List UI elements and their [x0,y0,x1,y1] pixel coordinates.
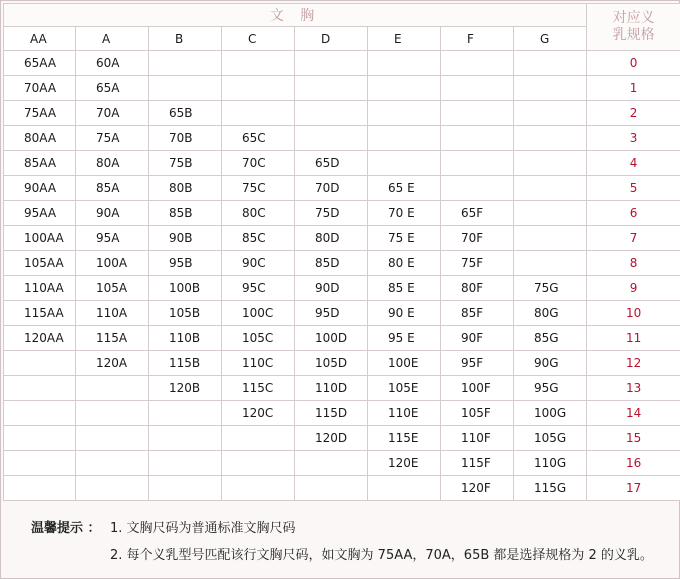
size-cell [368,51,441,76]
size-cell: 75AA [4,101,76,126]
size-cell: 75C [222,176,295,201]
size-cell: 85C [222,226,295,251]
size-cell [222,426,295,451]
size-cell [295,126,368,151]
size-cell: 95D [295,301,368,326]
table-row [4,201,680,226]
size-cell: 80F [441,276,514,301]
size-cell [514,76,587,101]
table-row [4,276,680,301]
tip-line-1: 1. 文胸尺码为普通标准文胸尺码 [110,521,296,536]
prosthesis-spec-header-text: 对应义乳规格 [612,10,655,43]
size-cell: 115C [222,376,295,401]
size-cell: 120C [222,401,295,426]
size-cell: 110G [514,451,587,476]
size-cell: 90C [222,251,295,276]
table-row [4,176,680,201]
spec-value-cell: 5 [587,176,680,201]
size-cell: 75 E [368,226,441,251]
tip-line-2: 2. 每个义乳型号匹配该行文胸尺码，如文胸为 75AA，70A，65B 都是选择规格为 2 的义乳。 [110,548,653,563]
size-cell [76,401,149,426]
table-row [4,301,680,326]
size-cell: 115B [149,351,222,376]
size-cell: 85B [149,201,222,226]
size-cell: 75A [76,126,149,151]
spec-value-cell: 3 [587,126,680,151]
size-cell [368,151,441,176]
size-cell [295,101,368,126]
table-row [4,451,680,476]
size-cell: 95AA [4,201,76,226]
size-cell: 85G [514,326,587,351]
size-cell [295,76,368,101]
size-cell: 100A [76,251,149,276]
size-cell: 110F [441,426,514,451]
size-cell: 110C [222,351,295,376]
spec-value-cell: 4 [587,151,680,176]
size-cell [514,101,587,126]
size-cell [514,176,587,201]
size-cell: 70B [149,126,222,151]
size-cell [441,151,514,176]
column-header-c: C [222,27,295,51]
size-cell: 70A [76,101,149,126]
spec-value-cell: 11 [587,326,680,351]
size-cell: 80G [514,301,587,326]
spec-value-cell: 0 [587,51,680,76]
spec-value-cell: 10 [587,301,680,326]
size-cell: 120AA [4,326,76,351]
size-cell: 120B [149,376,222,401]
column-header-g: G [514,27,587,51]
size-cell: 100B [149,276,222,301]
size-cell: 100D [295,326,368,351]
size-cell: 100F [441,376,514,401]
table-row [4,476,680,501]
size-cell [514,201,587,226]
bra-group-title: 文 胸 [4,4,587,27]
size-cell [4,451,76,476]
size-cell: 110E [368,401,441,426]
spec-value-cell: 12 [587,351,680,376]
size-cell [149,426,222,451]
size-cell [368,76,441,101]
size-cell [4,351,76,376]
size-cell: 120F [441,476,514,501]
size-chart-table [3,3,680,501]
spec-value-cell: 1 [587,76,680,101]
size-cell: 65D [295,151,368,176]
size-cell: 85D [295,251,368,276]
size-cell: 70D [295,176,368,201]
size-cell: 70C [222,151,295,176]
size-cell [441,176,514,201]
column-header-aa: AA [4,27,76,51]
size-cell: 115A [76,326,149,351]
size-cell [4,401,76,426]
column-header-e: E [368,27,441,51]
size-cell [149,76,222,101]
size-cell: 80A [76,151,149,176]
table-row [4,101,680,126]
size-cell [514,251,587,276]
size-cell: 70F [441,226,514,251]
tips-label: 温馨提示 ： [31,521,101,536]
size-cell: 105F [441,401,514,426]
table-row [4,226,680,251]
table-row [4,326,680,351]
size-cell [222,101,295,126]
size-cell: 120A [76,351,149,376]
size-cell [76,426,149,451]
size-cell: 90 E [368,301,441,326]
size-cell [514,151,587,176]
size-cell: 70AA [4,76,76,101]
size-cell: 110A [76,301,149,326]
size-cell [76,451,149,476]
prosthesis-spec-header [587,4,680,51]
size-cell [76,476,149,501]
size-rows [4,51,680,501]
column-header-b: B [149,27,222,51]
size-cell: 105C [222,326,295,351]
spec-value-cell: 16 [587,451,680,476]
size-cell: 115D [295,401,368,426]
size-cell [149,401,222,426]
size-cell: 105A [76,276,149,301]
size-cell: 120E [368,451,441,476]
size-cell: 115AA [4,301,76,326]
column-header-row [4,27,680,51]
size-cell: 95F [441,351,514,376]
size-cell: 85F [441,301,514,326]
size-cell [4,376,76,401]
size-cell [149,51,222,76]
size-cell [4,426,76,451]
size-cell [514,126,587,151]
size-cell: 105G [514,426,587,451]
size-cell: 105E [368,376,441,401]
size-cell: 115F [441,451,514,476]
column-header-f: F [441,27,514,51]
size-cell [222,51,295,76]
size-cell: 90A [76,201,149,226]
spec-value-cell: 8 [587,251,680,276]
spec-value-cell: 2 [587,101,680,126]
size-cell [514,51,587,76]
size-cell: 100E [368,351,441,376]
size-cell [76,376,149,401]
size-cell: 65F [441,201,514,226]
size-cell: 75G [514,276,587,301]
size-cell: 115E [368,426,441,451]
size-cell: 110D [295,376,368,401]
spec-value-cell: 13 [587,376,680,401]
spec-value-cell: 15 [587,426,680,451]
size-cell: 110AA [4,276,76,301]
size-cell [222,76,295,101]
size-cell: 85AA [4,151,76,176]
table-row [4,251,680,276]
size-cell: 70 E [368,201,441,226]
size-cell: 85A [76,176,149,201]
column-header-a: A [76,27,149,51]
table-row [4,126,680,151]
size-cell: 65A [76,76,149,101]
size-cell: 95 E [368,326,441,351]
table-row [4,376,680,401]
table-row [4,351,680,376]
size-cell [295,51,368,76]
size-cell: 90F [441,326,514,351]
size-cell: 65B [149,101,222,126]
size-cell: 95C [222,276,295,301]
table-row [4,76,680,101]
size-cell: 80C [222,201,295,226]
size-cell [295,476,368,501]
size-cell [149,451,222,476]
size-cell [441,126,514,151]
table-row [4,401,680,426]
spec-value-cell: 7 [587,226,680,251]
size-cell: 90B [149,226,222,251]
size-cell: 95B [149,251,222,276]
size-cell: 60A [76,51,149,76]
size-cell [441,76,514,101]
size-cell: 105D [295,351,368,376]
spec-value-cell: 17 [587,476,680,501]
size-cell: 120D [295,426,368,451]
size-cell [149,476,222,501]
spec-value-cell: 14 [587,401,680,426]
size-cell: 65C [222,126,295,151]
size-cell: 80 E [368,251,441,276]
size-cell: 110B [149,326,222,351]
size-cell [368,126,441,151]
size-cell: 65AA [4,51,76,76]
column-header-d: D [295,27,368,51]
size-cell: 100G [514,401,587,426]
size-cell: 75B [149,151,222,176]
size-cell: 100AA [4,226,76,251]
spec-value-cell: 9 [587,276,680,301]
size-cell [441,51,514,76]
size-cell: 75F [441,251,514,276]
table-row [4,151,680,176]
size-cell [4,476,76,501]
size-cell: 75D [295,201,368,226]
size-cell: 80B [149,176,222,201]
size-cell: 115G [514,476,587,501]
size-cell: 100C [222,301,295,326]
size-cell: 65 E [368,176,441,201]
size-cell [222,451,295,476]
size-cell: 95G [514,376,587,401]
table-row [4,426,680,451]
size-cell: 90G [514,351,587,376]
size-cell: 105B [149,301,222,326]
table-row [4,51,680,76]
size-cell [295,451,368,476]
size-cell: 80D [295,226,368,251]
size-cell: 85 E [368,276,441,301]
size-cell [368,476,441,501]
size-cell: 90AA [4,176,76,201]
size-cell [441,101,514,126]
size-cell [222,476,295,501]
size-cell: 90D [295,276,368,301]
spec-value-cell: 6 [587,201,680,226]
size-cell: 95A [76,226,149,251]
size-cell: 80AA [4,126,76,151]
size-cell: 105AA [4,251,76,276]
size-cell [514,226,587,251]
size-cell [368,101,441,126]
